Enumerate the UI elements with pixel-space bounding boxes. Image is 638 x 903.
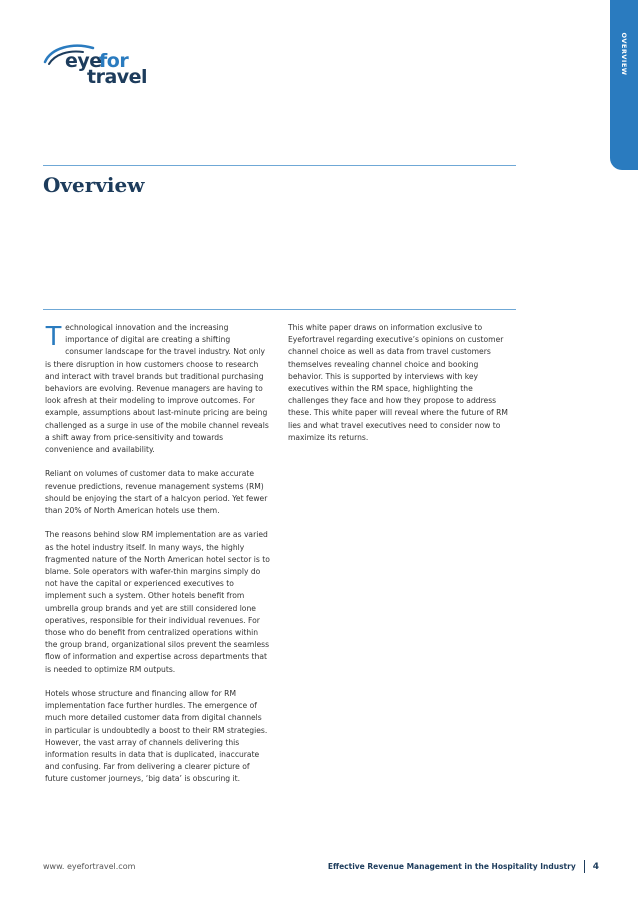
logo-text-for: for bbox=[99, 50, 129, 72]
footer-meta bbox=[328, 860, 599, 873]
paragraph: Hotels whose structure and financing allow for RM implementation face further hurdles. The emergence of much more detailed customer data from digital channels in particular is undoubtedly a boost to their RM strategies. However, the vast array of channels delivering this information results in data that is duplicated, inaccurate and confusing. Far from delivering a clearer picture of future customer journeys, ‘big data’ is obscuring it. bbox=[45, 689, 268, 784]
page-title: Overview bbox=[43, 173, 145, 197]
paragraph bbox=[45, 322, 270, 456]
eyefortravel-logo bbox=[43, 44, 153, 86]
section-tab bbox=[610, 0, 638, 170]
divider-middle bbox=[43, 309, 516, 310]
divider-top bbox=[43, 165, 516, 166]
footer-website[interactable]: www. eyefortravel.com bbox=[43, 862, 136, 871]
paragraph: The reasons behind slow RM implementation are as varied as the hotel industry itself. In many ways, the highly fragmented nature of the North American hotel sector is to blame. Sole operators with wafer-thin margins simply do not have the capital or experienced executives to implement such a system. Other hotels benefit from umbrella group brands and yet are still considered lone operatives, responsible for their individual revenues. For those who do benefit from centralized operations within the group brand, organizational silos prevent the seamless flow of information and expertise across departments that is needed to optimize RM outputs. bbox=[45, 530, 270, 674]
paragraph: This white paper draws on information exclusive to Eyefortravel regarding executive’s opinions on customer channel choice as well as data from travel customers themselves revealing channel choice and booking behavior. This is supported by interviews with key executives within the RM space, highlighting the challenges they face and how they propose to address these. This white paper will reveal where the future of RM lies and what travel executives need to consider now to maximize its returns. bbox=[288, 323, 508, 442]
logo-text-travel: travel bbox=[87, 66, 148, 88]
footer-separator bbox=[584, 860, 585, 873]
drop-cap: T bbox=[45, 320, 63, 351]
paragraph-text: echnological innovation and the increasing importance of digital are creating a shifting consumer landscape for the travel industry. Not only is there disruption in how customers choose to research and interact with travel brands but traditional purchasing behaviors are evolving. Revenue managers are having to look afresh at their modeling to improve outcomes. For example, assumptions about last-minute pricing are being challenged as a surge in use of the mobile channel reveals a shift away from price-sensitivity and towards convenience and availability. bbox=[45, 323, 269, 455]
section-tab-label: OVERVIEW bbox=[620, 32, 628, 76]
logo-text-eye: eye bbox=[65, 50, 102, 72]
paragraph: Reliant on volumes of customer data to make accurate revenue predictions, revenue management systems (RM) should be enjoying the start of a halcyon period. Yet fewer than 20% of North American hotels use them. bbox=[45, 469, 268, 516]
right-column bbox=[288, 322, 513, 456]
footer-document-title: Effective Revenue Management in the Hospitality Industry bbox=[327, 862, 576, 871]
page-number: 4 bbox=[592, 861, 599, 872]
left-column bbox=[45, 322, 270, 798]
